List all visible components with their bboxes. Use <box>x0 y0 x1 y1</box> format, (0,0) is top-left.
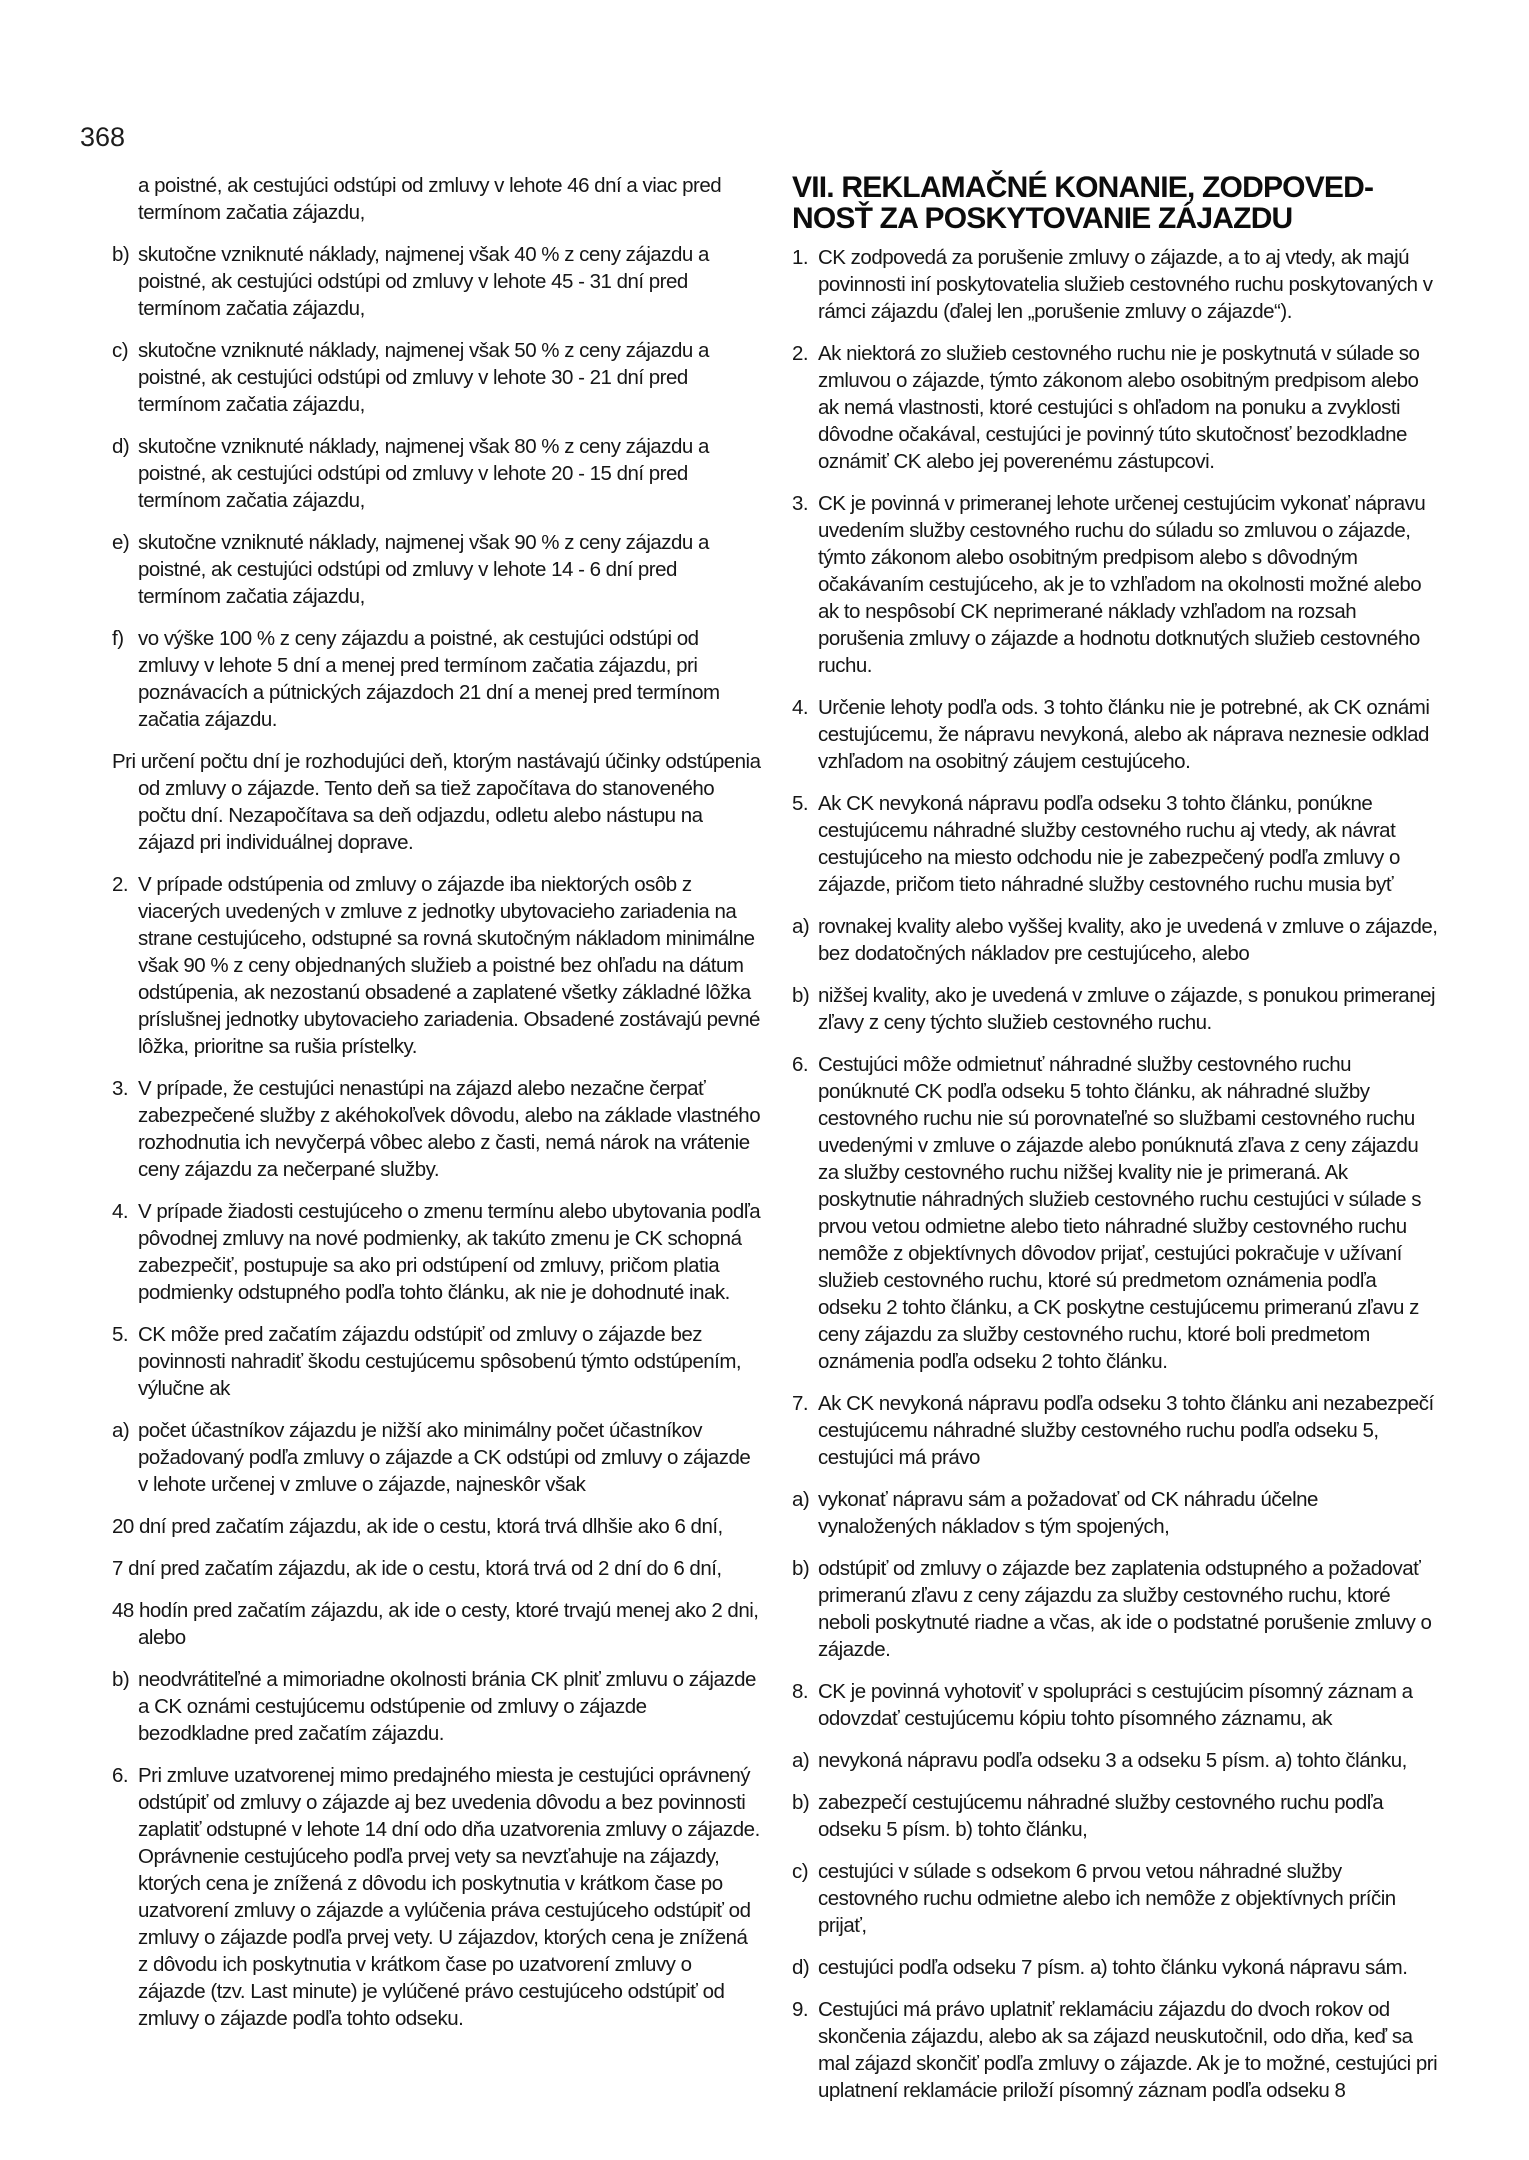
paragraph <box>112 1666 762 1747</box>
paragraph-text: skutočne vzniknuté náklady, najmenej však 40 % z ceny zájazdu a poistné, ak cestujúci odstúpi od zmluvy v lehote 45 - 31 dní pred termínom začatia zájazdu, <box>138 243 709 320</box>
paragraph-marker: a) <box>792 1488 810 1511</box>
paragraph-text: nižšej kvality, ako je uvedená v zmluve o zájazde, s ponukou primeranej zľavy z ceny týchto služieb cestovného ruchu. <box>818 984 1436 1034</box>
paragraph-marker: b) <box>792 1557 810 1580</box>
section-heading-line1: VII. REKLAMAČNÉ KONANIE, ZODPOVED- <box>792 171 1374 204</box>
section-heading <box>792 172 1440 234</box>
paragraph-marker: 7. <box>792 1392 809 1415</box>
paragraph <box>792 244 1440 325</box>
paragraph-text: skutočne vzniknuté náklady, najmenej však 50 % z ceny zájazdu a poistné, ak cestujúci odstúpi od zmluvy v lehote 30 - 21 dní pred termínom začatia zájazdu, <box>138 339 709 416</box>
paragraph-text: V prípade, že cestujúci nenastúpi na zájazd alebo nezačne čerpať zabezpečené služby z akéhokoľvek dôvodu, alebo na základe vlastného rozhodnutia ich nevyčerpá vôbec alebo z časti, nemá nárok na vrátenie ceny zájazdu za nečerpané služby. <box>138 1077 761 1181</box>
paragraph <box>792 1789 1440 1843</box>
paragraph <box>792 1051 1440 1375</box>
paragraph <box>792 1996 1440 2104</box>
paragraph-text: CK zodpovedá za porušenie zmluvy o zájazde, a to aj vtedy, ak majú povinnosti iní poskytovatelia služieb cestovného ruchu poskytovaných v rámci zájazdu (ďalej len „porušenie zmluvy o zájazde“). <box>818 246 1433 323</box>
paragraph <box>792 790 1440 898</box>
paragraph-marker: 2. <box>112 873 129 896</box>
section-heading-line2: NOSŤ ZA POSKYTOVANIE ZÁJAZDU <box>792 202 1293 235</box>
paragraph <box>112 529 762 610</box>
paragraph-text: skutočne vzniknuté náklady, najmenej však 90 % z ceny zájazdu a poistné, ak cestujúci odstúpi od zmluvy v lehote 14 - 6 dní pred termínom začatia zájazdu, <box>138 531 709 608</box>
paragraph-text: skutočne vzniknuté náklady, najmenej však 80 % z ceny zájazdu a poistné, ak cestujúci odstúpi od zmluvy v lehote 20 - 15 dní pred termínom začatia zájazdu, <box>138 435 709 512</box>
paragraph-marker: 4. <box>112 1200 129 1223</box>
page-number: 368 <box>80 122 126 152</box>
paragraph-text: a poistné, ak cestujúci odstúpi od zmluvy v lehote 46 dní a viac pred termínom začatia zájazdu, <box>138 174 722 224</box>
paragraph <box>112 625 762 733</box>
paragraph-text: 48 hodín pred začatím zájazdu, ak ide o cesty, ktoré trvajú menej ako 2 dni, alebo <box>112 1599 759 1649</box>
left-column <box>112 172 762 2119</box>
paragraph-text: počet účastníkov zájazdu je nižší ako minimálny počet účastníkov požadovaný podľa zmluvy o zájazde a CK odstúpi od zmluvy o zájazde v lehote určenej v zmluve o zájazde, najneskôr však <box>138 1419 751 1496</box>
paragraph <box>792 1390 1440 1471</box>
paragraph-text: vo výške 100 % z ceny zájazdu a poistné, ak cestujúci odstúpi od zmluvy v lehote 5 dní a menej pred termínom začatia zájazdu, pri poznávacích a pútnických zájazdoch 21 dní a menej pred termínom začatia zájazdu. <box>138 627 720 731</box>
paragraph-marker: a) <box>792 1749 810 1772</box>
paragraph-marker: a) <box>792 915 810 938</box>
paragraph-text: vykonať nápravu sám a požadovať od CK náhradu účelne vynaložených nákladov s tým spojených, <box>818 1488 1318 1538</box>
paragraph-text: Ak niektorá zo služieb cestovného ruchu nie je poskytnutá v súlade so zmluvou o zájazde, týmto zákonom alebo osobitným predpisom alebo ak nemá vlastnosti, ktoré cestujúci s ohľadom na ponuku a zvyklosti dôvodne očakával, cestujúci je povinný túto skutočnosť bezodkladne oznámiť CK alebo jej poverenému zástupcovi. <box>818 342 1420 473</box>
paragraph <box>792 340 1440 475</box>
paragraph-text: cestujúci v súlade s odsekom 6 prvou vetou náhradné služby cestovného ruchu odmietne alebo ich nemôže z objektívnych príčin prijať, <box>818 1860 1396 1937</box>
paragraph-text: Cestujúci má právo uplatniť reklamáciu zájazdu do dvoch rokov od skončenia zájazdu, alebo ak sa zájazd neuskutočnil, odo dňa, keď sa mal zájazd skončiť podľa zmluvy o zájazde. Ak je to možné, cestujúci pri uplatnení reklamácie priloží písomný záznam podľa odseku 8 <box>818 1998 1438 2102</box>
paragraph-text: neodvrátiteľné a mimoriadne okolnosti bránia CK plniť zmluvu o zájazde a CK oznámi cestujúcemu odstúpenie od zmluvy o zájazde bezodkladne pred začatím zájazdu. <box>138 1668 756 1745</box>
paragraph <box>792 1678 1440 1732</box>
paragraph-text: CK je povinná v primeranej lehote určenej cestujúcim vykonať nápravu uvedením služby cestovného ruchu do súladu so zmluvou o zájazde, týmto zákonom alebo osobitným predpisom alebo s dôvodným očakávaním cestujúceho, ak je to vzhľadom na okolnosti možné alebo ak to nespôsobí CK neprimerané náklady vzhľadom na rozsah porušenia zmluvy o zájazde a hodnotu dotknutých služieb cestovného ruchu. <box>818 492 1426 677</box>
paragraph-text: Ak CK nevykoná nápravu podľa odseku 3 tohto článku, ponúkne cestujúcemu náhradné služby cestovného ruchu aj vtedy, ak návrat cestujúceho na miesto odchodu nie je zabezpečený podľa zmluvy o zájazde, pričom tieto náhradné služby cestovného ruchu musia byť <box>818 792 1400 896</box>
right-column-paragraphs <box>792 244 1440 2104</box>
paragraph <box>112 1417 762 1498</box>
paragraph <box>112 433 762 514</box>
paragraph <box>112 1198 762 1306</box>
paragraph-marker: c) <box>792 1860 809 1883</box>
paragraph-text: rovnakej kvality alebo vyššej kvality, ako je uvedená v zmluve o zájazde, bez dodatočných nákladov pre cestujúceho, alebo <box>818 915 1438 965</box>
paragraph-marker: 5. <box>112 1323 129 1346</box>
paragraph <box>112 172 762 226</box>
paragraph <box>792 1486 1440 1540</box>
paragraph-marker: b) <box>112 1668 130 1691</box>
two-column-layout <box>112 172 1440 2119</box>
paragraph-text: Pri zmluve uzatvorenej mimo predajného miesta je cestujúci oprávnený odstúpiť od zmluvy o zájazde aj bez uvedenia dôvodu a bez povinnosti zaplatiť odstupné v lehote 14 dní odo dňa uzatvorenia zmluvy o zájazde. Oprávnenie cestujúceho podľa prvej vety sa nevzťahuje na zájazdy, ktorých cena je znížená z dôvodu ich poskytnutia v krátkom čase po uzatvorení zmluvy o zájazde a vylúčenia práva cestujúceho odstúpiť od zmluvy o zájazde podľa prvej vety. U zájazdov, ktorých cena je znížená z dôvodu ich poskytnutia v krátkom čase po uzatvorení zmluvy o zájazde (tzv. Last minute) je vylúčené právo cestujúceho odstúpiť od zmluvy o zájazde podľa tohto odseku. <box>138 1764 760 2030</box>
paragraph-text: 20 dní pred začatím zájazdu, ak ide o cestu, ktorá trvá dlhšie ako 6 dní, <box>112 1515 723 1538</box>
paragraph-text: Určenie lehoty podľa ods. 3 tohto článku nie je potrebné, ak CK oznámi cestujúcemu, že nápravu nevykoná, alebo ak náprava neznesie odklad vzhľadom na osobitný záujem cestujúceho. <box>818 696 1430 773</box>
paragraph-marker: 6. <box>112 1764 129 1787</box>
paragraph-marker: 8. <box>792 1680 809 1703</box>
paragraph-marker: f) <box>112 627 124 650</box>
paragraph-text: odstúpiť od zmluvy o zájazde bez zaplatenia odstupného a požadovať primeranú zľavu z ceny zájazdu za služby cestovného ruchu, ktoré neboli poskytnuté riadne a včas, ak ide o podstatné porušenie zmluvy o zájazde. <box>818 1557 1432 1661</box>
paragraph <box>112 1555 762 1582</box>
paragraph <box>792 913 1440 967</box>
paragraph-text: zabezpečí cestujúcemu náhradné služby cestovného ruchu podľa odseku 5 písm. b) tohto článku, <box>818 1791 1384 1841</box>
paragraph <box>112 1075 762 1183</box>
paragraph <box>112 1597 762 1651</box>
paragraph-text: CK môže pred začatím zájazdu odstúpiť od zmluvy o zájazde bez povinnosti nahradiť škodu cestujúcemu spôsobenú týmto odstúpením, výlučne ak <box>138 1323 742 1400</box>
paragraph-marker: a) <box>112 1419 130 1442</box>
paragraph <box>792 982 1440 1036</box>
paragraph <box>792 1954 1440 1981</box>
paragraph-text: Ak CK nevykoná nápravu podľa odseku 3 tohto článku ani nezabezpečí cestujúcemu náhradné služby cestovného ruchu podľa odseku 5, cestujúci má právo <box>818 1392 1434 1469</box>
paragraph-marker: 9. <box>792 1998 809 2021</box>
paragraph-text: Pri určení počtu dní je rozhodujúci deň, ktorým nastávajú účinky odstúpenia od zmluvy o zájazde. Tento deň sa tiež započítava do stanoveného počtu dní. Nezapočítava sa deň odjazdu, odletu alebo nástupu na zájazd pri individuálnej doprave. <box>112 750 761 854</box>
paragraph-marker: b) <box>792 984 810 1007</box>
paragraph-text: 7 dní pred začatím zájazdu, ak ide o cestu, ktorá trvá od 2 dní do 6 dní, <box>112 1557 722 1580</box>
paragraph <box>112 1321 762 1402</box>
paragraph <box>792 1555 1440 1663</box>
paragraph-marker: 3. <box>112 1077 129 1100</box>
paragraph <box>112 337 762 418</box>
paragraph-marker: b) <box>112 243 130 266</box>
paragraph <box>792 1747 1440 1774</box>
paragraph-marker: e) <box>112 531 130 554</box>
paragraph-marker: 5. <box>792 792 809 815</box>
paragraph-marker: 4. <box>792 696 809 719</box>
paragraph-marker: 1. <box>792 246 809 269</box>
paragraph <box>112 241 762 322</box>
paragraph <box>112 1762 762 2032</box>
paragraph-text: V prípade odstúpenia od zmluvy o zájazde iba niektorých osôb z viacerých uvedených v zmluve z jednotky ubytovacieho zariadenia na strane cestujúceho, odstupné sa rovná skutočným nákladom minimálne však 90 % z ceny objednaných služieb a poistné bez ohľadu na dátum odstúpenia, ak nezostanú obsadené a zaplatené všetky základné lôžka príslušnej jednotky ubytovacieho zariadenia. Obsadené zostávajú pevné lôžka, prioritne sa rušia prístelky. <box>138 873 760 1058</box>
paragraph <box>112 748 762 856</box>
paragraph-text: CK je povinná vyhotoviť v spolupráci s cestujúcim písomný záznam a odovzdať cestujúcemu kópiu tohto písomného záznamu, ak <box>818 1680 1413 1730</box>
paragraph-marker: d) <box>112 435 130 458</box>
paragraph <box>112 871 762 1060</box>
paragraph-marker: b) <box>792 1791 810 1814</box>
paragraph-text: V prípade žiadosti cestujúceho o zmenu termínu alebo ubytovania podľa pôvodnej zmluvy na nové podmienky, ak takúto zmenu je CK schopná zabezpečiť, postupuje sa ako pri odstúpení od zmluvy, pričom platia podmienky odstupného podľa tohto článku, ak nie je dohodnuté inak. <box>138 1200 761 1304</box>
right-column <box>792 172 1440 2119</box>
paragraph-marker: 6. <box>792 1053 809 1076</box>
paragraph <box>792 490 1440 679</box>
paragraph <box>792 1858 1440 1939</box>
paragraph-text: nevykoná nápravu podľa odseku 3 a odseku 5 písm. a) tohto článku, <box>818 1749 1407 1772</box>
paragraph-marker: 3. <box>792 492 809 515</box>
paragraph <box>112 1513 762 1540</box>
paragraph <box>792 694 1440 775</box>
paragraph-marker: d) <box>792 1956 810 1979</box>
paragraph-text: Cestujúci môže odmietnuť náhradné služby cestovného ruchu ponúknuté CK podľa odseku 5 tohto článku, ak náhradné služby cestovného ruchu nie sú porovnateľné so službami cestovného ruchu uvedenými v zmluve o zájazde alebo ponúknutá zľava z ceny zájazdu za služby cestovného ruchu nižšej kvality nie je primeraná. Ak poskytnutie náhradných služieb cestovného ruchu cestujúci v súlade s prvou vetou odmietne alebo tieto náhradné služby cestovného ruchu nemôže z objektívnych dôvodov prijať, cestujúci pokračuje v užívaní služieb cestovného ruchu, ktoré sú predmetom oznámenia podľa odseku 2 tohto článku, a CK poskytne cestujúcemu primeranú zľavu z ceny zájazdu za služby cestovného ruchu, ktoré boli predmetom oznámenia podľa odseku 2 tohto článku. <box>818 1053 1422 1373</box>
paragraph-marker: 2. <box>792 342 809 365</box>
paragraph-marker: c) <box>112 339 129 362</box>
paragraph-text: cestujúci podľa odseku 7 písm. a) tohto článku vykoná nápravu sám. <box>818 1956 1408 1979</box>
